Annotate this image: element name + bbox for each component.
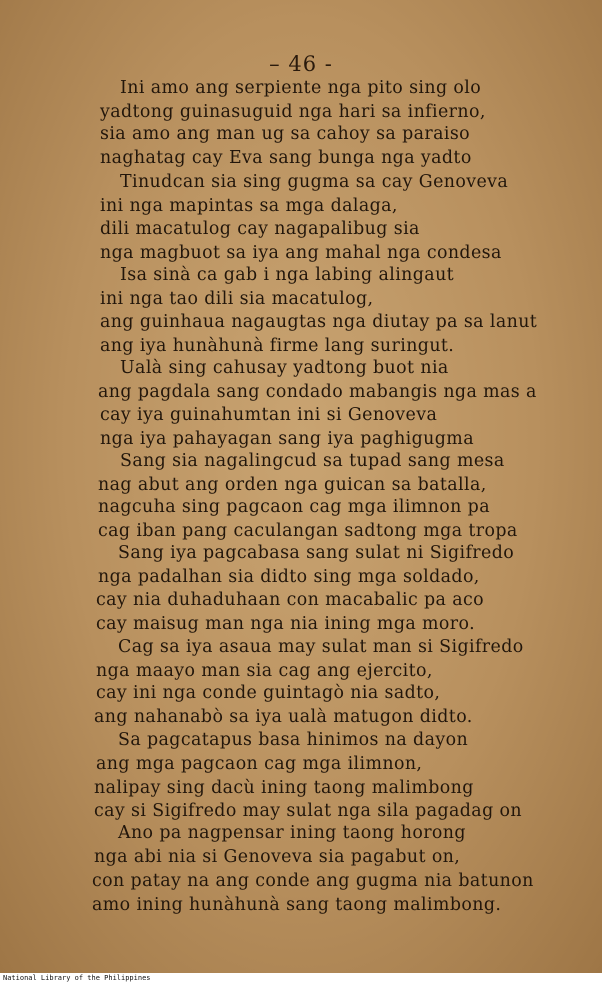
page-number: – 46 -: [269, 52, 333, 76]
poem-line: nga iya pahayagan sang iya paghigugma: [100, 429, 474, 449]
poem-line: nga abi nia si Genoveva sia pagabut on,: [94, 847, 461, 867]
poem-line: Sang iya pagcabasa sang sulat ni Sigifredo: [118, 543, 515, 563]
poem-line: ini nga tao dili sia macatulog,: [100, 289, 374, 309]
poem-line: ang nahanabò sa iya ualà matugon didto.: [94, 707, 473, 727]
poem-line: nag abut ang orden nga guican sa batalla,: [98, 475, 487, 495]
poem-line: nagcuha sing pagcaon cag mga ilimnon pa: [98, 497, 490, 517]
poem-line: naghatag cay Eva sang bunga nga yadto: [100, 148, 472, 168]
poem-line: nalipay sing dacù ining taong malimbong: [94, 778, 474, 798]
poem-line: ang guinhaua nagaugtas nga diutay pa sa lanut: [100, 312, 538, 332]
poem-line: Tinudcan sia sing gugma sa cay Genoveva: [120, 172, 509, 192]
poem-line: con patay na ang conde ang gugma nia batunon: [92, 871, 534, 891]
poem-line: dili macatulog cay nagapalibug sia: [100, 219, 420, 239]
poem-line: nga magbuot sa iya ang mahal nga condesa: [100, 243, 502, 263]
footer-bar: [0, 973, 602, 983]
poem-line: nga maayo man sia cag ang ejercito,: [96, 661, 433, 681]
poem-line: cay iya guinahumtan ini si Genoveva: [100, 405, 438, 425]
poem-line: Ano pa nagpensar ining taong horong: [118, 823, 466, 843]
poem-line: cay ini nga conde guintagò nia sadto,: [96, 683, 441, 703]
poem-line: Sang sia nagalingcud sa tupad sang mesa: [120, 451, 505, 471]
poem-line: ang mga pagcaon cag mga ilimnon,: [96, 754, 423, 774]
poem-line: cay si Sigifredo may sulat nga sila pagadag on: [94, 801, 523, 821]
poem-line: ang pagdala sang condado mabangis nga mas a: [98, 382, 537, 402]
poem-line: cay nia duhaduhaan con macabalic pa aco: [96, 590, 485, 610]
poem-line: yadtong guinasuguid nga hari sa infierno,: [100, 102, 486, 122]
poem-line: amo ining hunàhunà sang taong malimbong.: [92, 895, 502, 915]
footer-credit: National Library of the Philippines: [3, 974, 151, 982]
poem-line: sia amo ang man ug sa cahoy sa paraiso: [100, 124, 471, 144]
poem-line: Ualà sing cahusay yadtong buot nia: [120, 358, 449, 378]
poem-line: Cag sa iya asaua may sulat man si Sigifredo: [118, 637, 524, 657]
poem-line: cag iban pang caculangan sadtong mga tropa: [98, 521, 518, 541]
poem-line: Isa sinà ca gab i nga labing alingaut: [120, 265, 455, 285]
poem-line: Ini amo ang serpiente nga pito sing olo: [120, 78, 482, 98]
poem-line: cay maisug man nga nia ining mga moro.: [96, 614, 476, 634]
poem-line: ang iya hunàhunà firme lang suringut.: [100, 336, 455, 356]
poem-line: ini nga mapintas sa mga dalaga,: [100, 196, 398, 216]
poem-line: nga padalhan sia didto sing mga soldado,: [98, 567, 480, 587]
poem-line: Sa pagcatapus basa hinimos na dayon: [118, 730, 469, 750]
